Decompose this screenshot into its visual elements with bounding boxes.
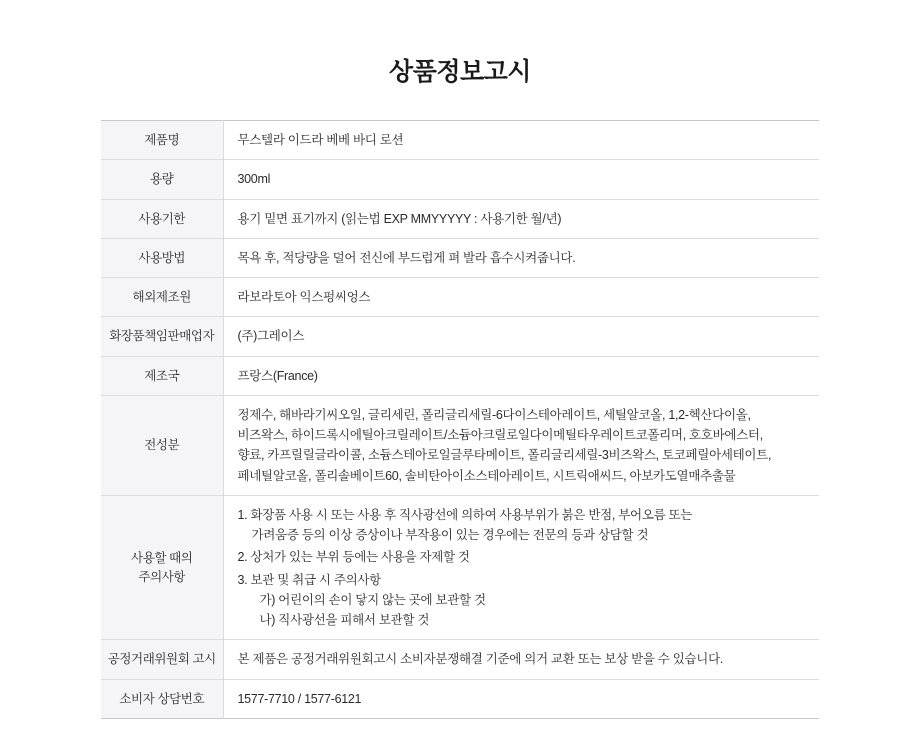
caution-subitem: 가) 어린이의 손이 닿지 않는 곳에 보관할 것 [259,592,486,607]
row-value: 본 제품은 공정거래위원회고시 소비자분쟁해결 기준에 의거 교환 또는 보상 받을 수 있습니다. [223,640,819,679]
table-row [101,199,819,238]
caution-list [238,505,806,631]
table-row [101,238,819,277]
row-label: 사용방법 [101,238,223,277]
list-item [238,505,806,546]
table-row [101,278,819,317]
caution-item-continuation: 가려움증 등의 이상 증상이나 부작용이 있는 경우에는 전문의 등과 상담할 것 [251,528,649,542]
table-row [101,640,819,679]
row-value: 라보라토아 익스펑씨엉스 [223,278,819,317]
row-label: 해외제조원 [101,278,223,317]
row-label: 화장품책임판매업자 [101,317,223,356]
table-row-caution [101,495,819,640]
row-label: 용량 [101,160,223,199]
row-label: 전성분 [101,395,223,495]
product-info-table [101,120,819,719]
table-row [101,679,819,718]
row-value: 목욕 후, 적당량을 덜어 전신에 부드럽게 펴 발라 흡수시켜줍니다. [223,238,819,277]
row-label: 사용기한 [101,199,223,238]
row-value: 무스텔라 이드라 베베 바디 로션 [223,121,819,160]
table-row [101,121,819,160]
row-value: 용기 밑면 표기까지 (읽는법 EXP MMYYYYY : 사용기한 월/년) [223,199,819,238]
page-title: 상품정보고시 [389,58,531,86]
row-label [101,495,223,640]
caution-label-line1: 사용할 때의 [131,551,193,566]
row-value: 300ml [223,160,819,199]
caution-label-line2: 주의사항 [138,569,186,584]
table-row [101,317,819,356]
row-label: 제품명 [101,121,223,160]
row-value: 프랑스(France) [223,356,819,395]
row-label: 공정거래위원회 고시 [101,640,223,679]
caution-subitem: 나) 직사광선을 피해서 보관할 것 [259,613,430,627]
ingredients-line: 정제수, 해바라기씨오일, 글리세린, 폴리글리세릴-6다이스테아레이트, 세틸알코올, 1,2-헥산다이올, [237,407,751,422]
table-row [101,160,819,199]
product-info-page [0,52,920,742]
row-label: 소비자 상담번호 [101,679,223,718]
caution-item-text: 3. 보관 및 취급 시 주의사항 [237,572,381,587]
caution-item-text: 1. 화장품 사용 시 또는 사용 후 직사광선에 의하여 사용부위가 붉은 반점, 부어오름 또는 [237,507,693,522]
ingredients-line: 향료, 카프릴릴글라이콜, 소듐스테아로일글루타메이트, 폴리글리세릴-3비즈왁스, 토코페릴아세테이트, [237,448,772,463]
caution-value [223,495,819,640]
row-value: (주)그레이스 [223,317,819,356]
table-row [101,356,819,395]
ingredients-value [223,395,819,495]
row-value: 1577-7710 / 1577-6121 [223,679,819,718]
table-row-ingredients [101,395,819,495]
caution-item-text: 2. 상처가 있는 부위 등에는 사용을 자제할 것 [237,550,470,565]
product-info-table-wrap [101,120,819,719]
list-item [238,547,806,567]
ingredients-line: 비즈왁스, 하이드록시에틸아크릴레이트/소듐아크릴로일다이메틸타우레이트코폴리머, 호호바에스터, [237,428,763,442]
ingredients-line: 페네틸알코올, 폴리솔베이트60, 솔비탄아이소스테아레이트, 시트릭애씨드, 아보카도열매추출물 [237,468,736,483]
list-item [238,570,806,631]
row-label: 제조국 [101,356,223,395]
